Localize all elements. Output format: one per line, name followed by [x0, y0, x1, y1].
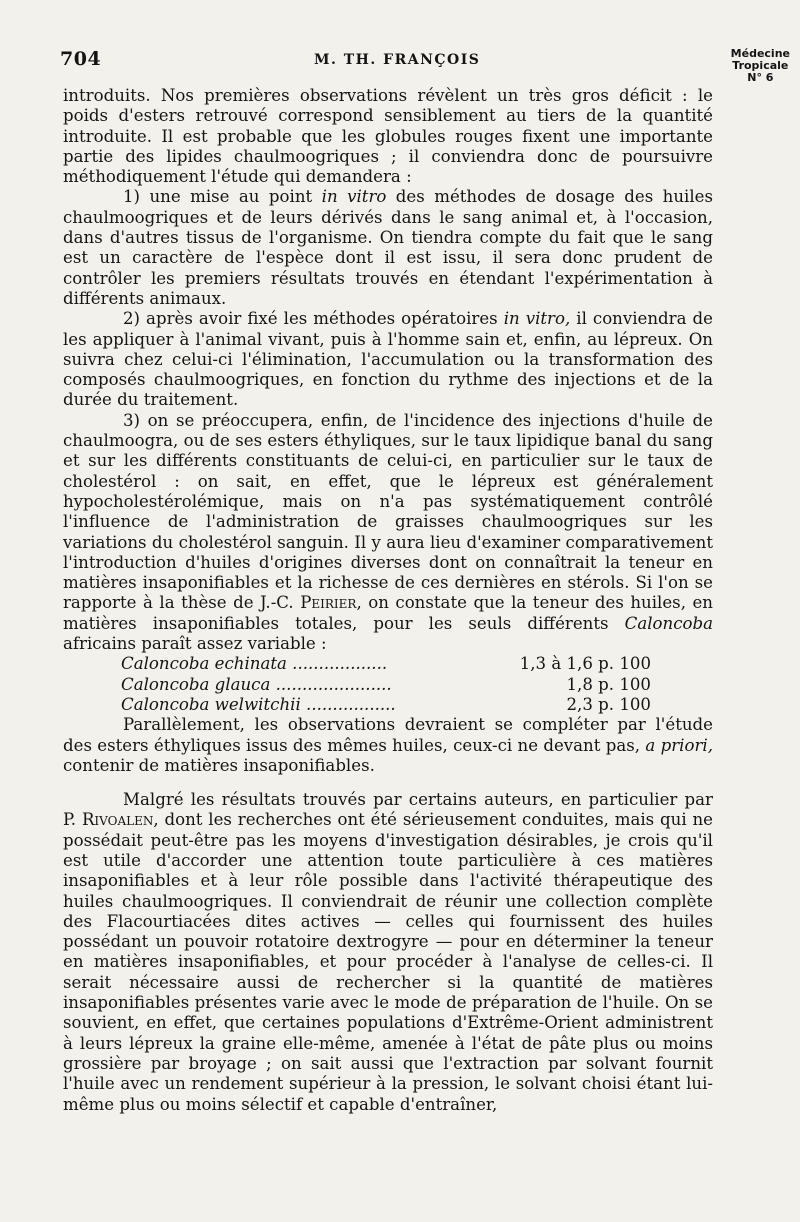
- paragraph-item-2: [63, 309, 713, 410]
- paragraph-gap: [63, 776, 713, 790]
- italic-run: a priori,: [645, 735, 713, 755]
- paragraph-parallel: [63, 715, 713, 776]
- species-name: Caloncoba welwitchii: [121, 694, 301, 714]
- text-run: 2) après avoir fixé les méthodes opératoires: [123, 309, 504, 329]
- species-name-cell: [121, 695, 501, 715]
- journal-mark: [731, 48, 790, 84]
- species-value: 2,3 p. 100: [566, 694, 651, 714]
- page-number: 704: [60, 48, 102, 70]
- paragraph-intro: introduits. Nos premières observations révèlent un très gros déficit : le poids d'esters retrouvé correspond sensiblement au tiers de la quantité introduite. Il est probable que les globules rouges fixent une importante partie des lipides chaulmoogriques ; il conviendra donc de poursuivre méthodiquement l'étude qui demandera :: [63, 86, 713, 187]
- page-header: [0, 48, 800, 88]
- table-row: [121, 675, 651, 695]
- table-row: [121, 654, 651, 674]
- journal-name-line-1: Médecine: [730, 47, 790, 60]
- species-name-cell: [121, 654, 501, 674]
- text-run: africains paraît assez variable :: [63, 634, 327, 654]
- text-run: il conviendra de les appliquer à l'animal vivant, puis à l'homme sain et, enfin, au lépreux. On suivra chez celui-ci l'élimination, l'accumulation ou la transformation des composés chaulmoogriques, en fonction du rythme des injections et de la durée du traitement.: [63, 309, 713, 410]
- running-title: M. TH. FRANÇOIS: [314, 52, 481, 68]
- article-body: [63, 86, 713, 1115]
- table-row: [121, 695, 651, 715]
- species-name: Caloncoba echinata: [121, 654, 287, 674]
- paragraph-item-1: [63, 187, 713, 309]
- leader-dots: .................: [300, 694, 396, 714]
- paragraph-item-3: [63, 411, 713, 655]
- species-value: 1,3 à 1,6 p. 100: [519, 654, 651, 674]
- species-value: 1,8 p. 100: [566, 674, 651, 694]
- italic-run: in vitro: [321, 187, 387, 207]
- genus-name: Caloncoba: [624, 613, 713, 633]
- text-run: des méthodes de dosage des huiles chaulmoogriques et de leurs dérivés dans le sang animal et, à l'occasion, dans d'autres tissus de l'organisme. On tiendra compte du fait que le sang est un caractère de l'espèce dont il est issu, il sera donc prudent de contrôler les premiers résultats trouvés en étendant l'expérimentation à différents animaux.: [63, 187, 714, 308]
- leader-dots: ..................: [286, 654, 388, 674]
- paragraph-final: [63, 790, 713, 1115]
- author-name: Peirier: [300, 593, 357, 613]
- species-table: [121, 654, 651, 715]
- text-run: Parallèlement, les observations devraient se compléter par l'étude des esters éthyliques issus des mêmes huiles, ceux-ci ne devant pas,: [63, 715, 713, 755]
- species-name-cell: [121, 675, 501, 695]
- text-run: 1) une mise au point: [123, 187, 322, 207]
- species-name: Caloncoba glauca: [121, 674, 271, 694]
- italic-run: in vitro,: [503, 309, 571, 329]
- text-run: Malgré les résultats trouvés par certains auteurs, en particulier par P.: [63, 790, 713, 830]
- leader-dots: ......................: [270, 674, 392, 694]
- text-run: 3) on se préoccupera, enfin, de l'incidence des injections d'huile de chaulmoogra, ou de ses esters éthyliques, sur le taux lipidique banal du sang et sur les différents constituants de celui-ci, en particulier sur le taux de cholestérol : on sait, en effet, que le lépreux est généralement hypocholestérolémique, mais on n'a pas systématiquement contrôlé l'influence de l'administration de graisses chaulmoogriques sur les variations du cholestérol sanguin. Il y aura lieu d'examiner comparativement l'introduction d'huiles d'origines diverses dont on connaîtrait la teneur en matières insaponifiables et la richesse de ces dernières en stérols. Si l'on se rapporte à la thèse de J.-C.: [63, 410, 713, 613]
- text-run: contenir de matières insaponifiables.: [63, 755, 375, 775]
- journal-name-line-2: Tropicale: [732, 59, 789, 72]
- text-run: , on constate que la teneur des huiles, en matières insaponifiables totales, pour les seuls différents: [63, 593, 713, 633]
- author-name: Rivoalen: [81, 810, 154, 830]
- text-run: , dont les recherches ont été sérieusement conduites, mais qui ne possédait peut-être pas les moyens d'investigation désirables, je crois qu'il est utile d'accorder une attention toute particulière à ces matières insaponifiables et à leur rôle possible dans l'activité thérapeutique des huiles chaulmoogriques. Il conviendrait de réunir une collection complète des Flacourtiacées dites actives — celles qui fournissent des huiles possédant un pouvoir rotatoire dextrogyre — pour en déterminer la teneur en matières insaponifiables, et pour procéder à l'analyse de celles-ci. Il serait nécessaire aussi de rechercher si la quantité de matières insaponifiables présentes varie avec le mode de préparation de l'huile. On se souvient, en effet, que certaines populations d'Extrême-Orient administrent à leurs lépreux la graine elle-même, amenée à l'état de pâte plus ou moins grossière par broyage ; on sait aussi que l'extraction par solvant fournit l'huile avec un rendement supérieur à la pression, le solvant choisi étant lui-même plus ou moins sélectif et capable d'entraîner,: [63, 810, 713, 1114]
- journal-issue: N° 6: [747, 71, 774, 84]
